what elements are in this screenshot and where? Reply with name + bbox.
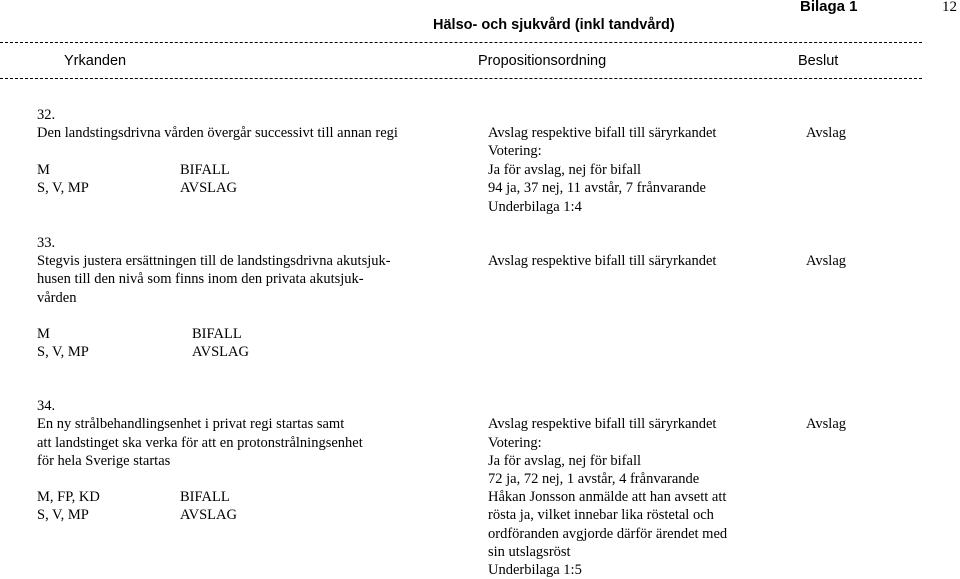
decision: Avslag	[806, 253, 847, 269]
proposition-line: 94 ja, 37 nej, 11 avstår, 7 frånvarande	[488, 180, 706, 196]
item-number: 33.	[37, 235, 56, 251]
item-number: 32.	[37, 107, 56, 123]
motion-text: Stegvis justera ersättningen till de landstingsdrivna akutsjuk-	[37, 253, 391, 269]
item-number: 34.	[37, 398, 56, 414]
party-vote: BIFALL	[180, 489, 230, 505]
party-name: M, FP, KD	[37, 489, 100, 505]
party-vote: BIFALL	[180, 162, 230, 178]
party-name: S, V, MP	[37, 344, 89, 360]
party-vote: AVSLAG	[180, 507, 237, 523]
proposition-line: Ja för avslag, nej för bifall	[488, 162, 642, 178]
column-header-propositionsordning: Propositionsordning	[478, 53, 607, 69]
proposition-line: rösta ja, vilket innebar lika röstetal och	[488, 507, 714, 523]
party-vote: AVSLAG	[192, 344, 249, 360]
motion-text: för hela Sverige startas	[37, 453, 171, 469]
party-name: S, V, MP	[37, 180, 89, 196]
party-name: M	[37, 162, 50, 178]
page-title: Hälso- och sjukvård (inkl tandvård)	[433, 17, 675, 33]
proposition-line: Avslag respektive bifall till säryrkandet	[488, 253, 717, 269]
proposition-line: Ja för avslag, nej för bifall	[488, 453, 642, 469]
proposition-line: ordföranden avgjorde därför ärendet med	[488, 526, 728, 542]
proposition-line: Votering:	[488, 143, 542, 159]
party-name: S, V, MP	[37, 507, 89, 523]
motion-text: att landstinget ska verka för att en protonstrålningsenhet	[37, 435, 363, 451]
decision: Avslag	[806, 416, 847, 432]
proposition-line: Underbilaga 1:5	[488, 562, 582, 578]
motion-text: vården	[37, 290, 77, 306]
decision: Avslag	[806, 125, 847, 141]
proposition-line: Votering:	[488, 435, 542, 451]
header-divider-bottom	[0, 78, 922, 79]
proposition-line: Avslag respektive bifall till säryrkandet	[488, 416, 717, 432]
column-header-beslut: Beslut	[798, 53, 839, 69]
motion-text: En ny strålbehandlingsenhet i privat regi startas samt	[37, 416, 345, 432]
proposition-line: Avslag respektive bifall till säryrkandet	[488, 125, 717, 141]
proposition-line: 72 ja, 72 nej, 1 avstår, 4 frånvarande	[488, 471, 700, 487]
motion-text: Den landstingsdrivna vården övergår successivt till annan regi	[37, 125, 398, 141]
header-divider-top	[0, 42, 922, 43]
party-name: M	[37, 326, 50, 342]
page-number: 12	[942, 0, 957, 15]
column-header-yrkanden: Yrkanden	[64, 53, 127, 69]
bilaga-label: Bilaga 1	[800, 0, 858, 15]
motion-text: husen till den nivå som finns inom den privata akutsjuk-	[37, 271, 364, 287]
party-vote: AVSLAG	[180, 180, 237, 196]
proposition-line: Underbilaga 1:4	[488, 199, 582, 215]
proposition-line: Håkan Jonsson anmälde att han avsett att	[488, 489, 727, 505]
proposition-line: sin utslagsröst	[488, 544, 571, 560]
party-vote: BIFALL	[192, 326, 242, 342]
